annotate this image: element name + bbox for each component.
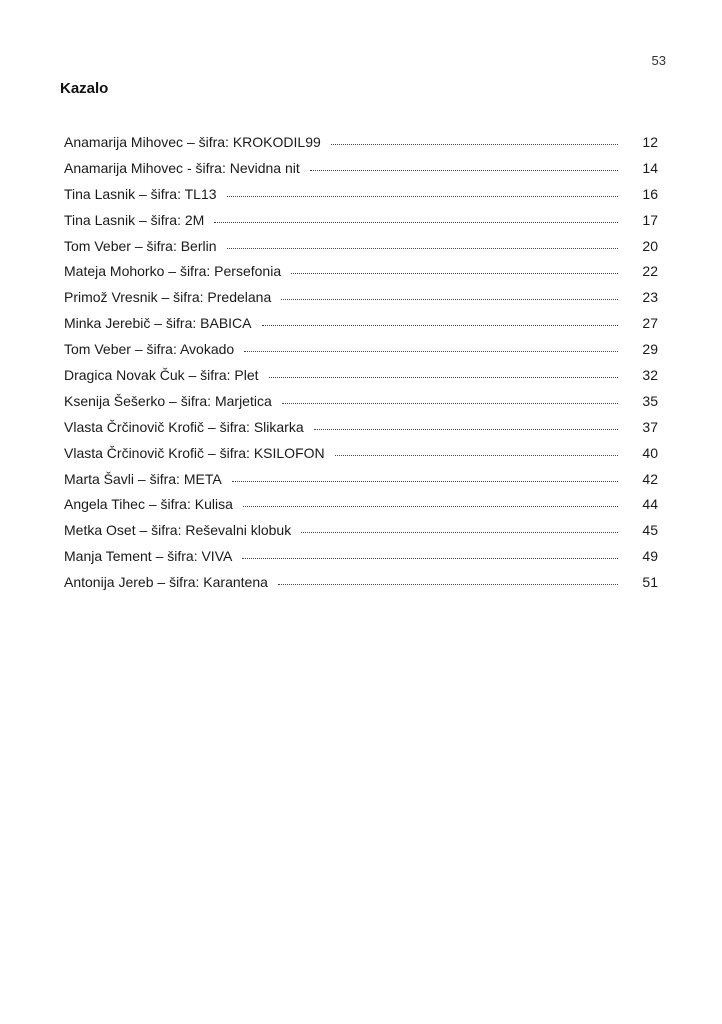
- toc-entry[interactable]: [64, 289, 658, 315]
- toc-entry[interactable]: [64, 496, 658, 522]
- toc-entry-page: 17: [642, 211, 658, 228]
- toc-entry-title: Anamarija Mihovec - šifra: Nevidna nit: [64, 159, 300, 176]
- toc-entry[interactable]: [64, 238, 658, 264]
- toc-entry-page: 35: [642, 392, 658, 409]
- toc-entry-title: Primož Vresnik – šifra: Predelana: [64, 289, 272, 306]
- toc-entry[interactable]: [64, 548, 658, 574]
- toc-entry-title: Tina Lasnik – šifra: 2M: [64, 211, 205, 228]
- toc-entry-title: Tina Lasnik – šifra: TL13: [64, 185, 217, 202]
- toc-entry-title: Antonija Jereb – šifra: Karantena: [64, 574, 268, 591]
- dot-leader: [242, 558, 618, 559]
- toc-entry-title: Marta Šavli – šifra: META: [64, 470, 222, 487]
- toc-entry-title: Tom Veber – šifra: Berlin: [64, 237, 217, 254]
- toc-entry-title: Vlasta Črčinovič Krofič – šifra: KSILOFON: [64, 444, 325, 461]
- toc-entry-title: Manja Tement – šifra: VIVA: [64, 548, 233, 565]
- table-of-contents: [64, 134, 658, 600]
- dot-leader: [227, 248, 618, 249]
- toc-entry-title: Anamarija Mihovec – šifra: KROKODIL99: [64, 134, 321, 150]
- toc-entry-page: 42: [642, 470, 658, 487]
- toc-entry-title: Mateja Mohorko – šifra: Persefonia: [64, 263, 282, 280]
- toc-entry[interactable]: [64, 574, 658, 600]
- dot-leader: [331, 144, 618, 145]
- dot-leader: [301, 532, 618, 533]
- toc-entry-page: 29: [642, 341, 658, 358]
- toc-entry[interactable]: [64, 522, 658, 548]
- toc-entry-title: Ksenija Šešerko – šifra: Marjetica: [64, 392, 272, 409]
- toc-entry[interactable]: [64, 263, 658, 289]
- toc-entry[interactable]: [64, 445, 658, 471]
- toc-entry[interactable]: [64, 186, 658, 212]
- toc-entry[interactable]: [64, 393, 658, 419]
- toc-entry-title: Minka Jerebič – šifra: BABICA: [64, 315, 252, 332]
- toc-entry-page: 45: [642, 522, 658, 539]
- toc-entry-page: 37: [642, 418, 658, 435]
- dot-leader: [269, 377, 618, 378]
- dot-leader: [282, 403, 618, 404]
- toc-entry-page: 16: [642, 185, 658, 202]
- dot-leader: [335, 455, 618, 456]
- dot-leader: [214, 222, 618, 223]
- toc-entry-page: 22: [642, 263, 658, 280]
- toc-entry-page: 32: [642, 367, 658, 384]
- toc-entry-title: Angela Tihec – šifra: Kulisa: [64, 496, 233, 513]
- dot-leader: [262, 325, 618, 326]
- dot-leader: [243, 506, 618, 507]
- toc-entry[interactable]: [64, 471, 658, 497]
- toc-entry-page: 51: [642, 574, 658, 591]
- dot-leader: [232, 481, 618, 482]
- dot-leader: [244, 351, 618, 352]
- toc-entry-page: 23: [642, 289, 658, 306]
- toc-entry-title: Metka Oset – šifra: Reševalni klobuk: [64, 522, 292, 539]
- toc-title: Kazalo: [60, 80, 109, 97]
- dot-leader: [291, 273, 618, 274]
- toc-entry-title: Tom Veber – šifra: Avokado: [64, 341, 235, 358]
- toc-entry-title: Dragica Novak Čuk – šifra: Plet: [64, 367, 259, 384]
- dot-leader: [314, 429, 618, 430]
- toc-entry-title: Vlasta Črčinovič Krofič – šifra: Slikarka: [64, 418, 304, 435]
- toc-entry[interactable]: [64, 367, 658, 393]
- toc-entry-page: 12: [642, 134, 658, 150]
- toc-entry-page: 44: [642, 496, 658, 513]
- toc-entry-page: 27: [642, 315, 658, 332]
- dot-leader: [281, 299, 618, 300]
- toc-entry[interactable]: [64, 212, 658, 238]
- dot-leader: [227, 196, 618, 197]
- toc-entry-page: 14: [642, 159, 658, 176]
- dot-leader: [278, 584, 618, 585]
- toc-entry-page: 49: [642, 548, 658, 565]
- toc-entry[interactable]: [64, 134, 658, 160]
- toc-entry[interactable]: [64, 419, 658, 445]
- toc-entry[interactable]: [64, 341, 658, 367]
- toc-entry[interactable]: [64, 315, 658, 341]
- toc-entry-page: 40: [642, 444, 658, 461]
- page-number: 53: [651, 53, 666, 68]
- toc-entry-page: 20: [642, 237, 658, 254]
- dot-leader: [310, 170, 618, 171]
- toc-entry[interactable]: [64, 160, 658, 186]
